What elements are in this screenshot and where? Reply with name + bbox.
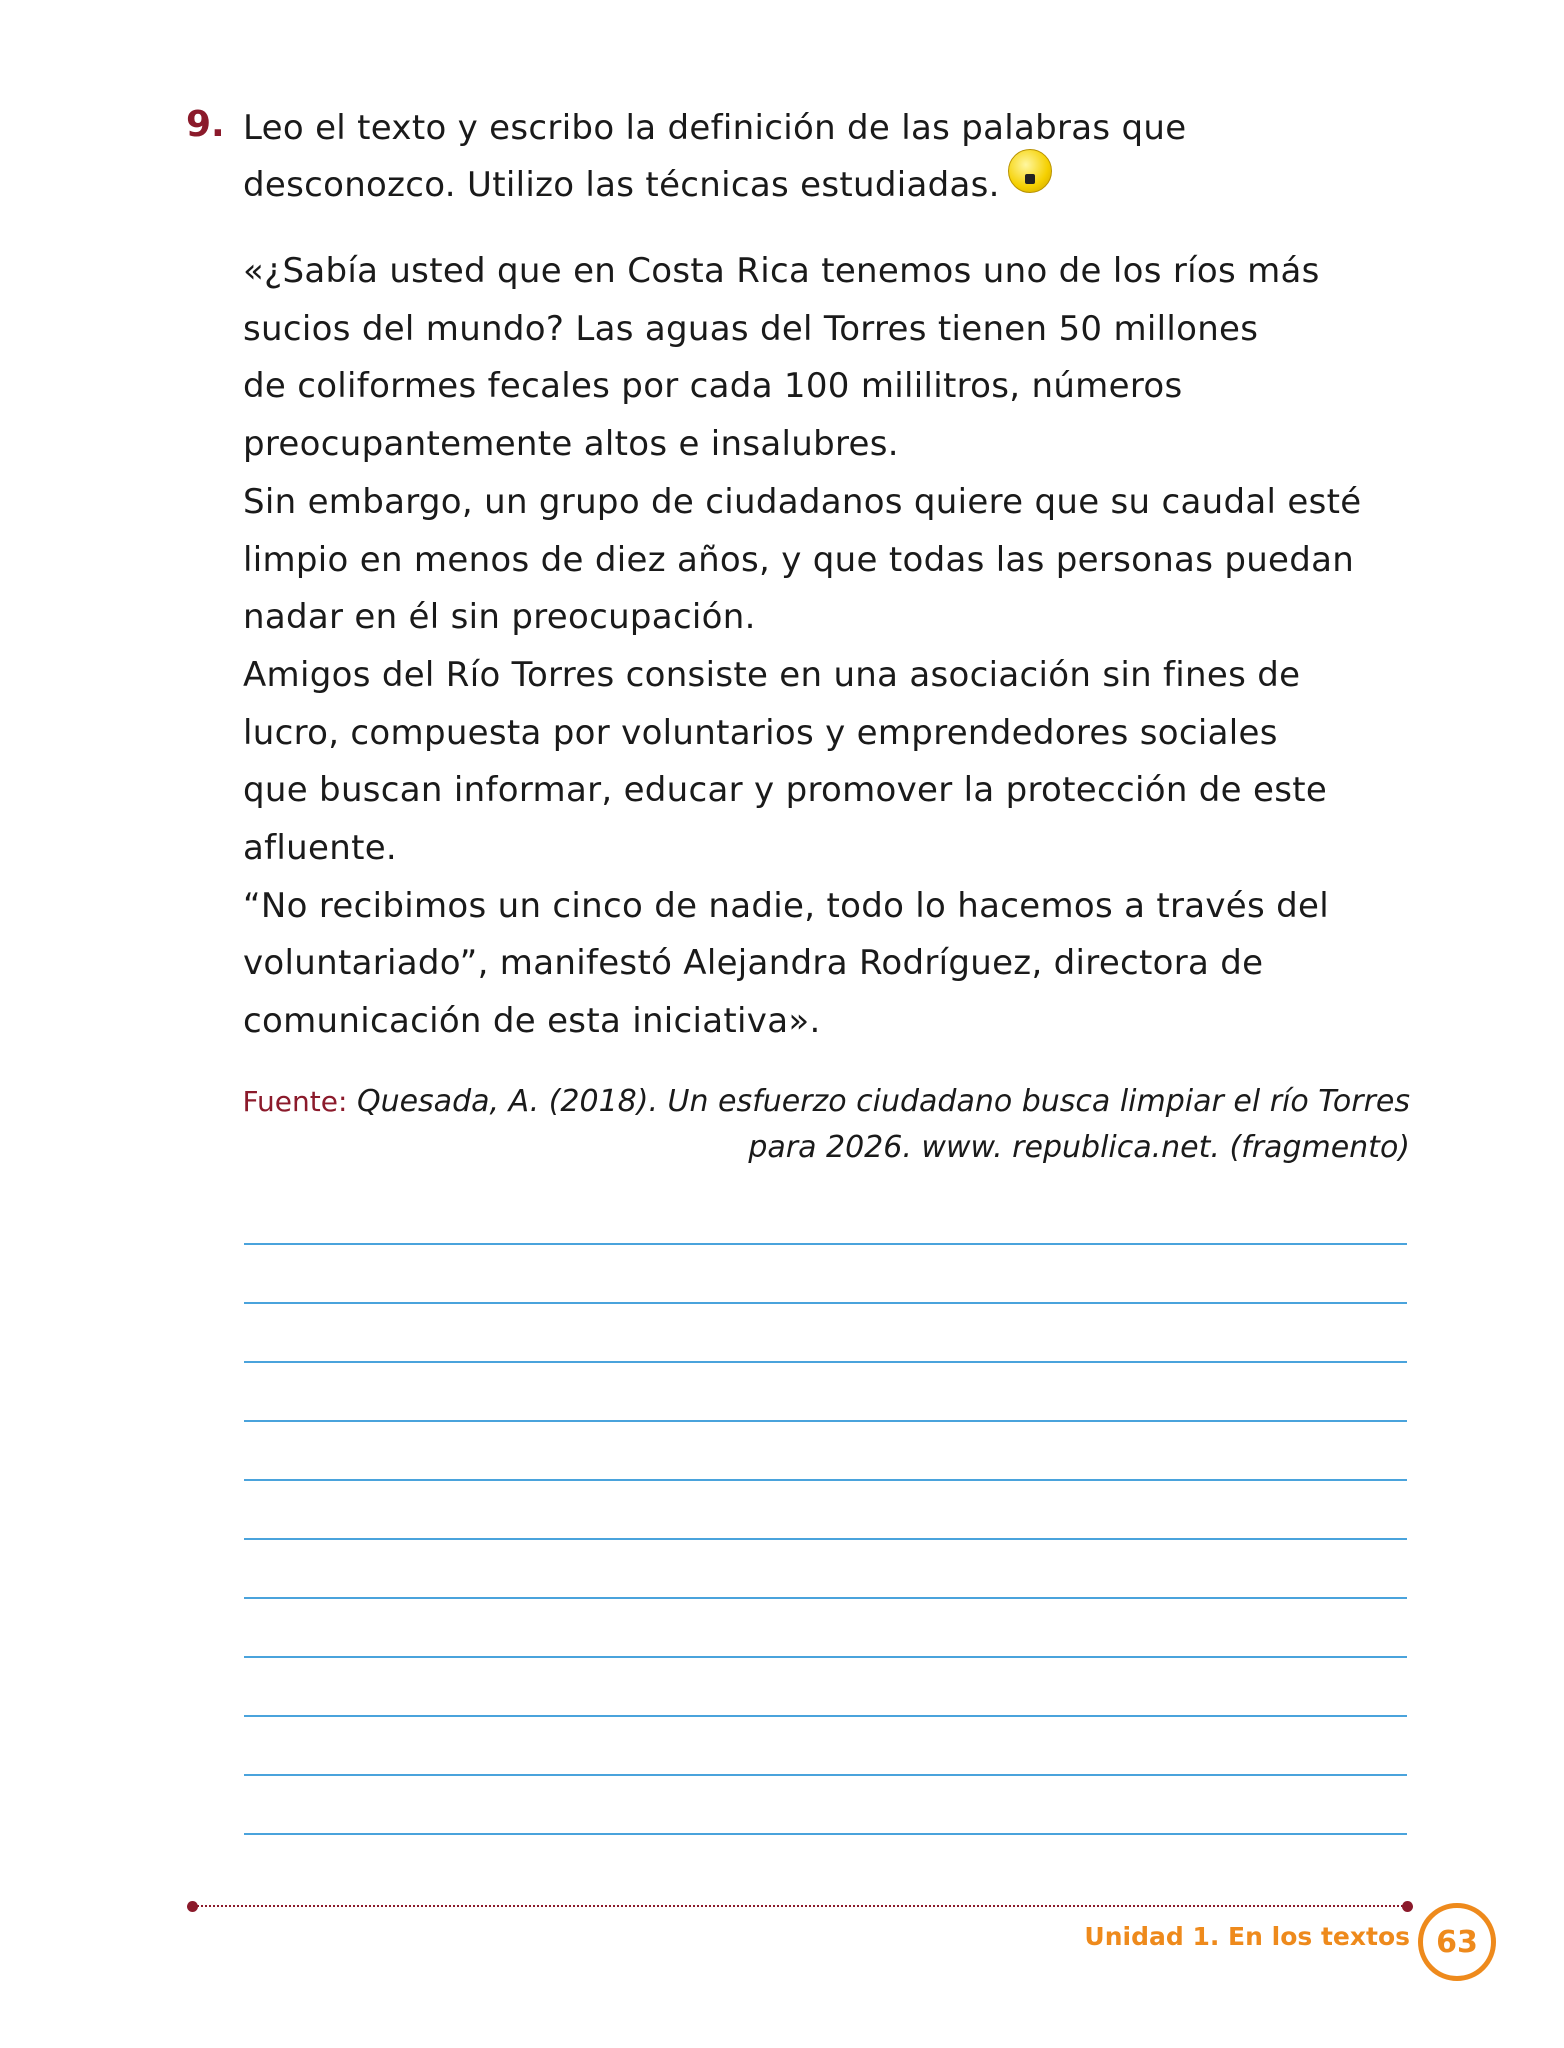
passage-line: que buscan informar, educar y promover la protección de este — [243, 770, 1328, 811]
passage-line: voluntariado”, manifestó Alejandra Rodríguez, directora de — [243, 943, 1264, 984]
instruction-line-2 — [243, 163, 1052, 207]
passage-line: preocupantemente altos e insalubres. — [243, 424, 899, 465]
writing-line[interactable] — [244, 1656, 1407, 1658]
passage-line: nadar en él sin preocupación. — [243, 597, 756, 638]
passage-line: Amigos del Río Torres consiste en una asociación sin fines de — [243, 654, 1301, 695]
passage-line: de coliformes fecales por cada 100 mililitros, números — [243, 366, 1183, 407]
lightbulb-icon — [1008, 149, 1052, 193]
source-label: Fuente: — [242, 1085, 348, 1118]
passage-line: Sin embargo, un grupo de ciudadanos quiere que su caudal esté — [243, 481, 1362, 522]
footer-dot-right — [1402, 1901, 1413, 1912]
writing-line[interactable] — [244, 1420, 1407, 1422]
writing-line[interactable] — [244, 1597, 1407, 1599]
writing-line[interactable] — [244, 1243, 1407, 1245]
source-line-1 — [242, 1082, 1410, 1122]
writing-line[interactable] — [244, 1538, 1407, 1540]
instruction-line-1: Leo el texto y escribo la definición de las palabras que — [243, 108, 1187, 148]
passage-line: comunicación de esta iniciativa». — [243, 1001, 821, 1042]
writing-line[interactable] — [244, 1715, 1407, 1717]
writing-line[interactable] — [244, 1774, 1407, 1776]
source-line-2: para 2026. www. republica.net. (fragmento) — [748, 1130, 1410, 1165]
instruction-line-2-text: desconozco. Utilizo las técnicas estudiadas. — [243, 165, 1000, 205]
passage-line: sucios del mundo? Las aguas del Torres tienen 50 millones — [243, 308, 1259, 349]
unit-label: Unidad 1. En los textos — [1084, 1922, 1410, 1951]
source-citation-1: Quesada, A. (2018). Un esfuerzo ciudadano busca limpiar el río Torres — [356, 1084, 1410, 1119]
writing-line[interactable] — [244, 1479, 1407, 1481]
page-number: 63 — [1418, 1903, 1496, 1981]
footer-divider — [193, 1905, 1407, 1907]
passage-line: lucro, compuesta por voluntarios y emprendedores sociales — [243, 712, 1278, 753]
writing-line[interactable] — [244, 1302, 1407, 1304]
passage-line: afluente. — [243, 828, 398, 868]
passage-line: “No recibimos un cinco de nadie, todo lo hacemos a través del — [243, 885, 1329, 926]
writing-line[interactable] — [244, 1833, 1407, 1835]
exercise-number: 9. — [186, 104, 225, 145]
passage-line: limpio en menos de diez años, y que todas las personas puedan — [243, 539, 1355, 580]
writing-line[interactable] — [244, 1361, 1407, 1363]
passage-line: «¿Sabía usted que en Costa Rica tenemos uno de los ríos más — [243, 251, 1320, 291]
